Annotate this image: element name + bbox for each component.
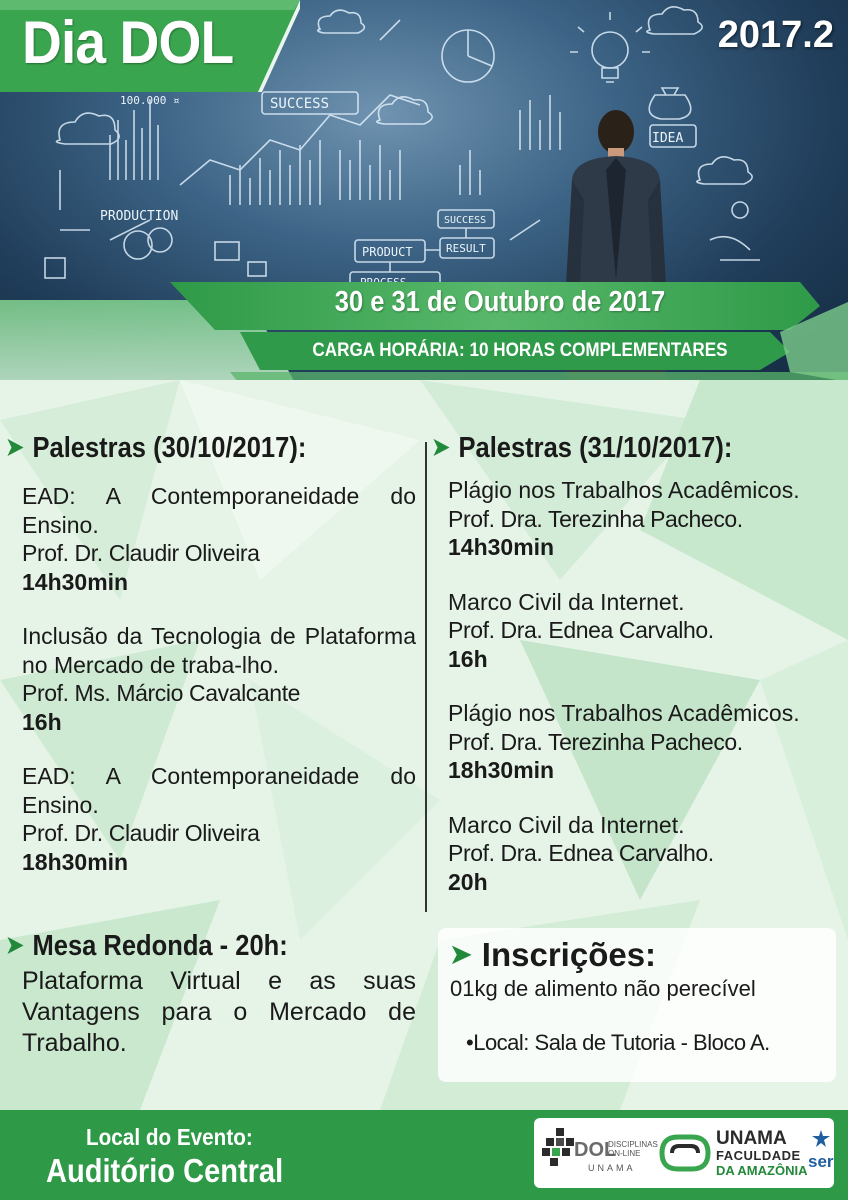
talk-item [448,811,828,897]
chevron-right-icon: ➤ [450,939,472,969]
talk-title: Marco Civil da Internet. [448,588,685,615]
talk-time: 14h30min [22,568,129,595]
dol-logo-icon [542,1128,578,1168]
doodle-label-success: SUCCESS [270,96,330,112]
talk-title: Inclusão da Tecnologia de Plataforma no Mercado de traba-lho. [22,623,416,678]
chevron-right-icon: ➤ [6,434,24,461]
unama-logo-text: UNAMA [716,1128,787,1149]
column-divider [425,442,427,912]
venue-name: Auditório Central [46,1152,284,1189]
talk-item [22,622,416,736]
talk-item [22,762,416,876]
talk-time: 16h [22,708,62,735]
dol-logo-subtitle: DISCIPLINAS ON-LINE [608,1140,658,1158]
talk-title: EAD: A Contemporaneidade do Ensino. [22,483,416,538]
talk-item [22,482,416,596]
talk-speaker: Prof. Dr. Claudir Oliveira [22,820,260,846]
talk-speaker: Prof. Dra. Terezinha Pacheco. [448,728,743,755]
doodle-label-product: PRODUCT [362,245,413,259]
talk-item [448,588,828,674]
talk-item [448,476,828,562]
right-talks-heading: ➤ Palestras (31/10/2017): [432,432,733,464]
dol-logo-text: DOL [574,1139,617,1161]
round-table-description: Plataforma Virtual e as suas Vantagens para o Mercado de Trabalho. [22,967,416,1057]
event-dates: 30 e 31 de Outubro de 2017 [334,286,666,318]
talk-title: EAD: A Contemporaneidade do Ensino. [22,763,416,818]
doodle-label-success-box: SUCCESS [444,215,487,226]
ser-logo-text: ser [808,1152,834,1171]
unama-logo-icon [658,1132,712,1174]
talk-speaker: Prof. Dra. Terezinha Pacheco. [448,505,743,532]
talk-speaker: Prof. Dr. Claudir Oliveira [22,540,260,566]
event-title: Dia DOL [22,9,234,76]
unama-faculdade-text: FACULDADE [716,1148,801,1163]
talk-time: 16h [448,645,488,672]
doodle-label-money: 100.000 ¤ [120,94,180,107]
registration-location: •Local: Sala de Tutoria - Bloco A. [466,1030,770,1055]
dol-logo-unama: UNAMA [588,1163,636,1173]
bullet-icon: • [466,1030,474,1055]
left-talks-heading: ➤ Palestras (30/10/2017): [6,432,307,464]
edition-label: 2017.2 [717,14,834,56]
right-talks-list [448,476,828,922]
registration-heading: ➤ Inscrições: [450,936,657,973]
talk-time: 18h30min [448,757,555,783]
talk-time: 20h [448,868,488,895]
doodle-label-result: RESULT [446,242,486,255]
left-talks-list [22,482,416,902]
talk-speaker: Prof. Dra. Ednea Carvalho. [448,840,714,866]
talk-title: Plágio nos Trabalhos Acadêmicos. [448,700,800,726]
talk-speaker: Prof. Ms. Márcio Cavalcante [22,680,301,706]
chevron-right-icon: ➤ [432,434,450,461]
workload-label: CARGA HORÁRIA: 10 HORAS COMPLEMENTARES [312,340,728,361]
talk-speaker: Prof. Dra. Ednea Carvalho. [448,617,714,643]
talk-title: Plágio nos Trabalhos Acadêmicos. [448,477,800,503]
talk-time: 18h30min [22,848,129,875]
registration-fee: 01kg de alimento não perecível [450,976,756,1001]
talk-time: 14h30min [448,534,555,560]
doodle-label-production: PRODUCTION [100,209,179,224]
talk-title: Marco Civil da Internet. [448,811,685,838]
chevron-right-icon: ➤ [6,932,24,959]
unama-amazonia-text: DA AMAZÔNIA [716,1163,808,1178]
round-table-heading: ➤ Mesa Redonda - 20h: [6,930,288,962]
star-icon [812,1130,830,1148]
doodle-label-idea: IDEA [652,131,684,146]
venue-label: Local do Evento: [86,1124,253,1150]
talk-item [448,699,828,785]
